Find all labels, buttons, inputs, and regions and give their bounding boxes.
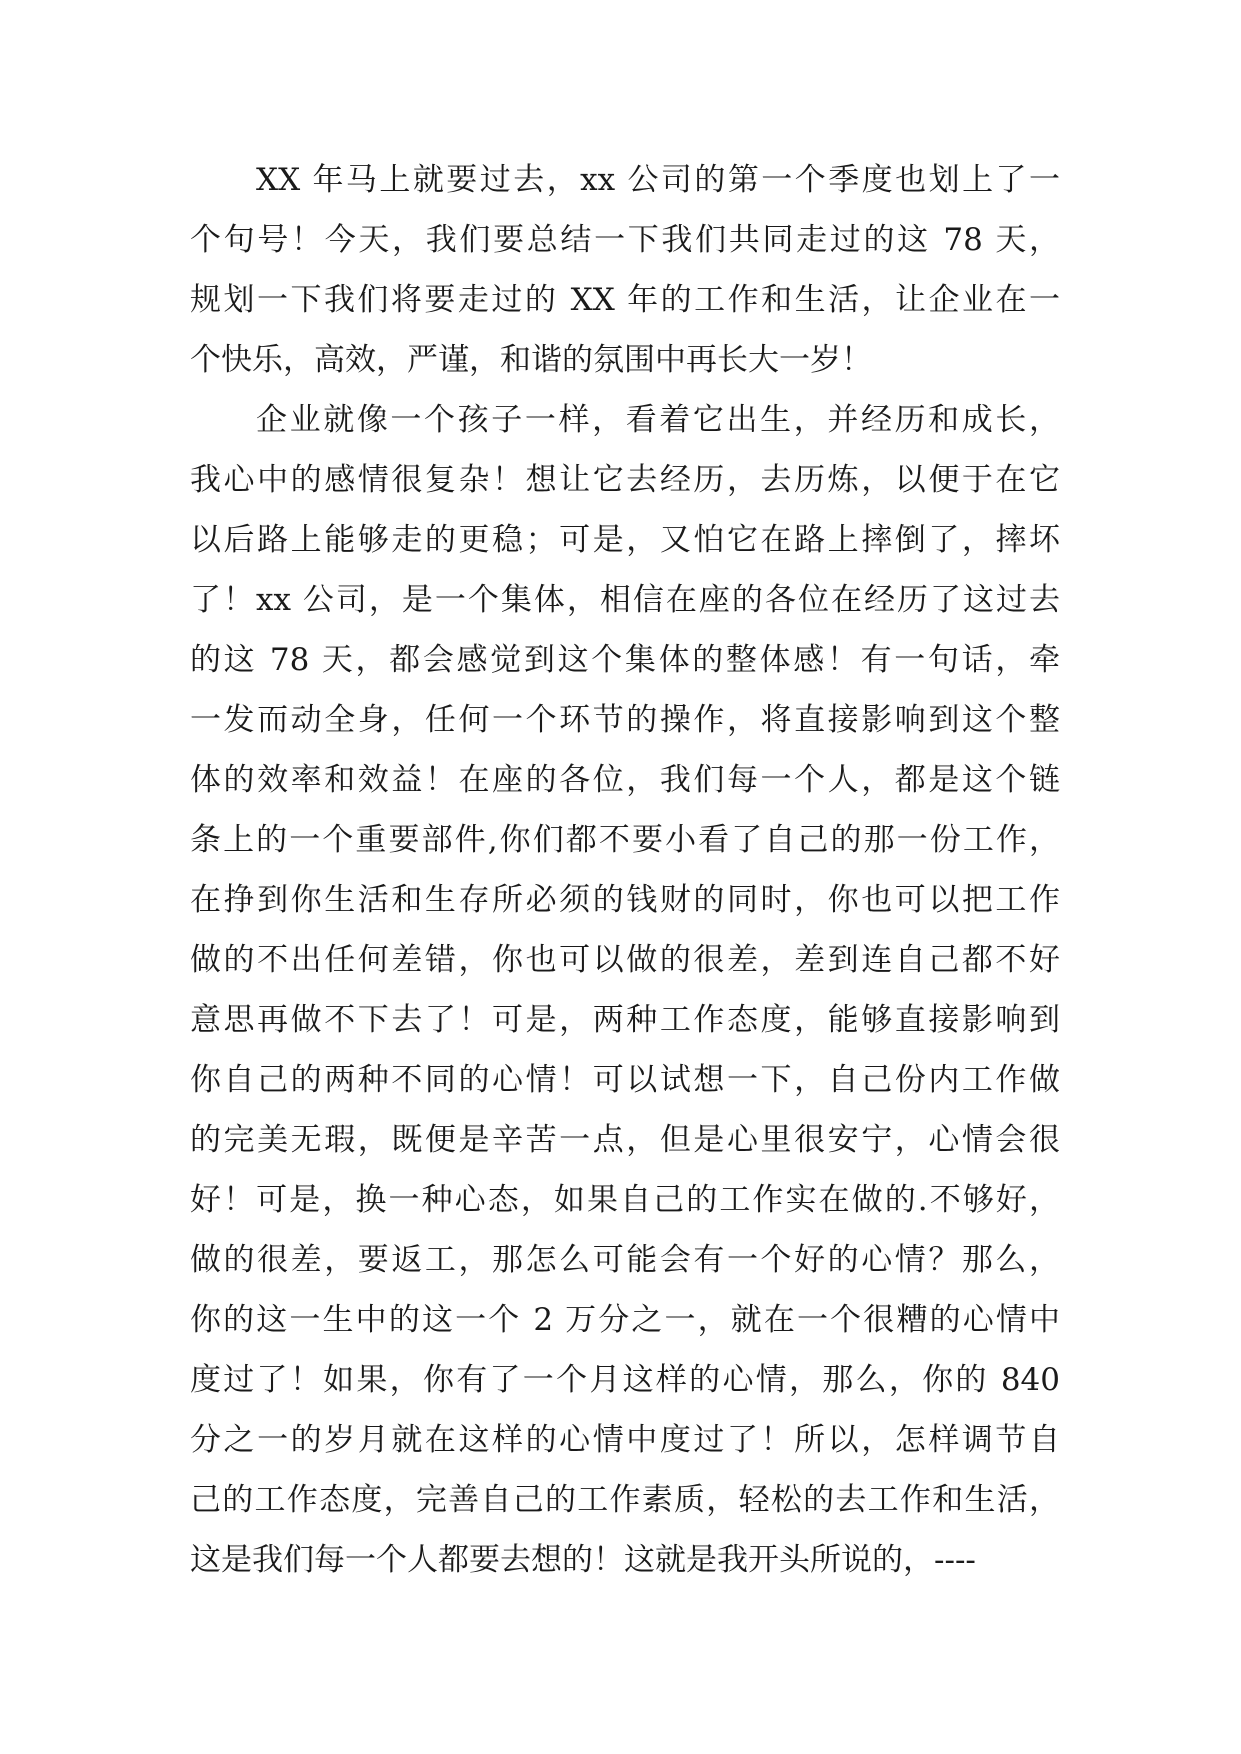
text-line: XX 年马上就要过去，xx 公司的第一个季度也划上了一 (256, 162, 1060, 198)
text-line: 你的这一生中的这一个 2 万分之一，就在一个很糟的心情中 (190, 1302, 1060, 1338)
text-line: 的这 78 天，都会感觉到这个集体的整体感！有一句话，牵 (190, 642, 1060, 678)
text-line: 企业就像一个孩子一样，看着它出生，并经历和成长， (256, 402, 1060, 438)
text-line: 做的不出任何差错，你也可以做的很差，差到连自己都不好 (190, 942, 1060, 978)
text-line: 意思再做不下去了！可是，两种工作态度，能够直接影响到 (190, 1002, 1060, 1038)
text-line: 你自己的两种不同的心情！可以试想一下，自己份内工作做 (190, 1062, 1060, 1098)
text-line: 己的工作态度，完善自己的工作素质，轻松的去工作和生活， (190, 1482, 1060, 1518)
text-line: 我心中的感情很复杂！想让它去经历，去历炼，以便于在它 (190, 462, 1060, 498)
text-line: 条上的一个重要部件,你们都不要小看了自己的那一份工作， (190, 822, 1060, 858)
text-line: 的完美无瑕，既便是辛苦一点，但是心里很安宁，心情会很 (190, 1122, 1060, 1158)
text-line: 好！可是，换一种心态，如果自己的工作实在做的.不够好， (190, 1182, 1060, 1218)
text-line: 了！xx 公司，是一个集体，相信在座的各位在经历了这过去 (190, 582, 1060, 618)
text-line: 在挣到你生活和生存所必须的钱财的同时，你也可以把工作 (190, 882, 1060, 918)
text-line: 做的很差，要返工，那怎么可能会有一个好的心情？那么， (190, 1242, 1060, 1278)
text-line: 规划一下我们将要走过的 XX 年的工作和生活，让企业在一 (190, 282, 1060, 318)
text-line: 分之一的岁月就在这样的心情中度过了！所以，怎样调节自 (190, 1422, 1060, 1458)
text-line: 体的效率和效益！在座的各位，我们每一个人，都是这个链 (190, 762, 1060, 798)
paragraph-2 (190, 390, 1060, 1590)
text-line: 以后路上能够走的更稳；可是，又怕它在路上摔倒了，摔坏 (190, 522, 1060, 558)
text-line: 度过了！如果，你有了一个月这样的心情，那么，你的 840 (190, 1362, 1060, 1398)
paragraph-1 (190, 150, 1060, 390)
text-line: 这是我们每一个人都要去想的！这就是我开头所说的，---- (190, 1542, 976, 1578)
text-line: 一发而动全身，任何一个环节的操作，将直接影响到这个整 (190, 702, 1060, 738)
text-line: 个句号！今天，我们要总结一下我们共同走过的这 78 天， (190, 222, 1060, 258)
text-line: 个快乐，高效，严谨，和谐的氛围中再长大一岁！ (190, 342, 872, 378)
document-body (190, 150, 1060, 1590)
